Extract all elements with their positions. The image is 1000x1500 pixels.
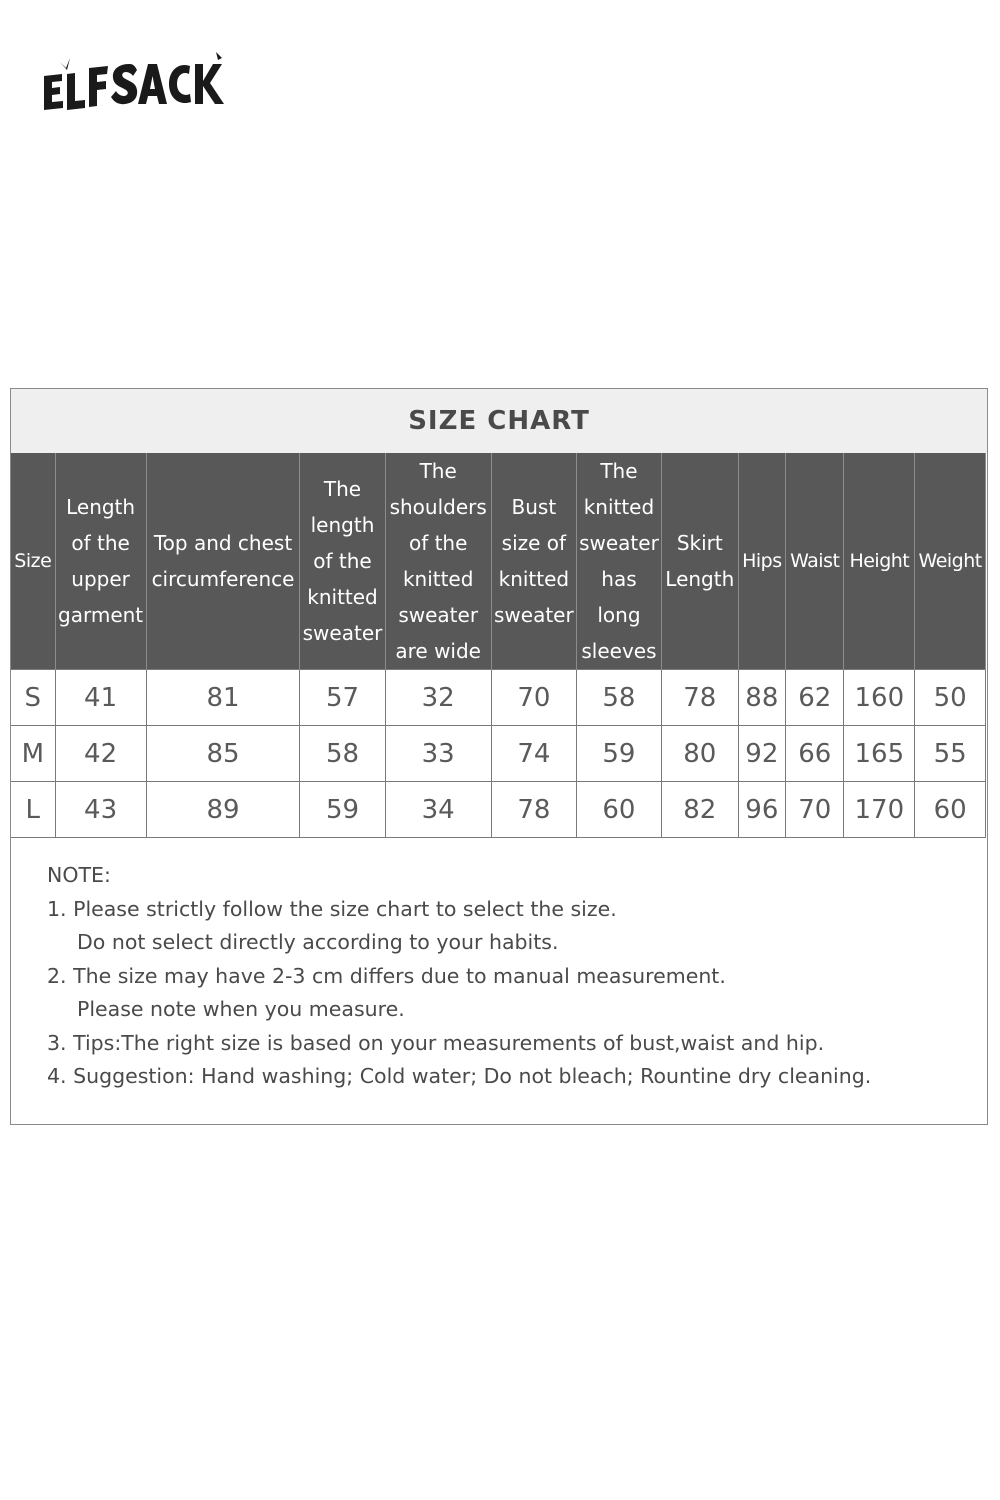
notes-heading: NOTE:	[47, 863, 111, 887]
table-header-row	[11, 453, 986, 670]
table-cell: 170	[844, 782, 915, 838]
table-cell: 58	[576, 670, 661, 726]
column-header-sleeves: The knitted sweater has long sleeves	[576, 453, 661, 670]
table-cell: 165	[844, 726, 915, 782]
note-item-continued: Do not select directly according to your habits.	[77, 930, 559, 954]
table-cell: 160	[844, 670, 915, 726]
table-cell: 78	[491, 782, 576, 838]
table-cell: 55	[915, 726, 986, 782]
column-header-shoulders: The shoulders of the knitted sweater are wide	[385, 453, 491, 670]
notes-section	[47, 859, 977, 1094]
table-cell: 66	[786, 726, 844, 782]
table-cell: L	[11, 782, 56, 838]
note-item: 4. Suggestion: Hand washing; Cold water; Do not bleach; Rountine dry cleaning.	[47, 1064, 872, 1088]
table-cell: 42	[55, 726, 146, 782]
column-header-weight: Weight	[915, 453, 986, 670]
note-item: 2. The size may have 2-3 cm differs due to manual measurement.	[47, 963, 726, 988]
table-cell: 89	[146, 782, 300, 838]
table-cell: 82	[661, 782, 738, 838]
table-row	[11, 726, 986, 782]
column-header-size: Size	[11, 453, 56, 670]
table-cell: 70	[786, 782, 844, 838]
table-cell: 62	[786, 670, 844, 726]
table-cell: 58	[300, 726, 385, 782]
brand-logo-text	[40, 116, 41, 117]
brand-logo	[40, 44, 240, 116]
column-header-upper-length: Length of the upper garment	[55, 453, 146, 670]
column-header-height: Height	[844, 453, 915, 670]
note-item: 3. Tips:The right size is based on your measurements of bust,waist and hip.	[47, 1030, 825, 1055]
table-cell: 50	[915, 670, 986, 726]
size-chart	[10, 388, 988, 1125]
table-row	[11, 670, 986, 726]
table-cell: 88	[738, 670, 786, 726]
table-cell: 74	[491, 726, 576, 782]
table-cell: S	[11, 670, 56, 726]
size-chart-title: SIZE CHART	[11, 389, 987, 453]
table-cell: 43	[55, 782, 146, 838]
table-cell: 41	[55, 670, 146, 726]
table-cell: M	[11, 726, 56, 782]
note-item: 1. Please strictly follow the size chart to select the size.	[47, 896, 617, 921]
table-cell: 78	[661, 670, 738, 726]
table-row	[11, 782, 986, 838]
table-cell: 59	[300, 782, 385, 838]
table-cell: 92	[738, 726, 786, 782]
table-cell: 32	[385, 670, 491, 726]
table-cell: 60	[915, 782, 986, 838]
table-cell: 81	[146, 670, 300, 726]
table-cell: 60	[576, 782, 661, 838]
table-cell: 96	[738, 782, 786, 838]
column-header-waist: Waist	[786, 453, 844, 670]
table-cell: 33	[385, 726, 491, 782]
column-header-bust: Bust size of knitted sweater	[491, 453, 576, 670]
table-cell: 59	[576, 726, 661, 782]
column-header-sweater-length: The length of the knitted sweater	[300, 453, 385, 670]
size-table	[10, 453, 986, 838]
column-header-skirt-length: Skirt Length	[661, 453, 738, 670]
column-header-chest: Top and chest circumference	[146, 453, 300, 670]
table-cell: 80	[661, 726, 738, 782]
table-cell: 85	[146, 726, 300, 782]
column-header-hips: Hips	[738, 453, 786, 670]
note-item-continued: Please note when you measure.	[77, 997, 405, 1021]
table-cell: 70	[491, 670, 576, 726]
table-cell: 57	[300, 670, 385, 726]
table-cell: 34	[385, 782, 491, 838]
